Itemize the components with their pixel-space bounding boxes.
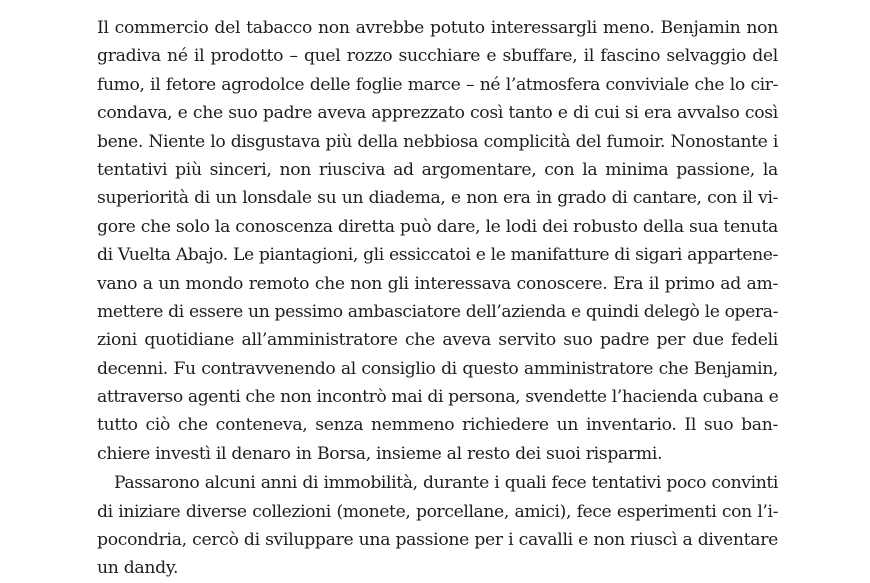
text-line: Il commercio del tabacco non avrebbe potuto interessargli meno. Benjamin non xyxy=(97,18,778,38)
text-line: pocondria, cercò di sviluppare una passione per i cavalli e non riuscì a diventare xyxy=(97,530,778,551)
text-line: zioni quotidiane all’amministratore che aveva servito suo padre per due fedeli xyxy=(97,330,778,351)
book-page xyxy=(97,14,778,583)
paragraph-1 xyxy=(97,14,778,468)
text-line: decenni. Fu contravvenendo al consiglio di questo amministratore che Benjamin, xyxy=(97,358,778,379)
text-line: un dandy. xyxy=(97,558,179,579)
text-line: di iniziare diverse collezioni (monete, porcellane, amici), fece esperimenti con l’i- xyxy=(97,501,778,522)
text-line: superiorità di un lonsdale su un diadema, e non era in grado di cantare, con il vi- xyxy=(97,188,778,209)
text-line: di Vuelta Abajo. Le piantagioni, gli essiccatoi e le manifatture di sigari appartene- xyxy=(97,245,778,266)
text-line: Passarono alcuni anni di immobilità, durante i quali fece tentativi poco convinti xyxy=(114,473,778,494)
text-line: vano a un mondo remoto che non gli interessava conoscere. Era il primo ad am- xyxy=(97,273,778,294)
text-line: gore che solo la conoscenza diretta può dare, le lodi dei robusto della sua tenuta xyxy=(97,216,778,237)
text-line: fumo, il fetore agrodolce delle foglie marce – né l’atmosfera conviviale che lo cir- xyxy=(97,74,778,95)
text-line: gradiva né il prodotto – quel rozzo succhiare e sbuffare, il fascino selvaggio del xyxy=(97,46,778,67)
text-line: tutto ciò che conteneva, senza nemmeno richiedere un inventario. Il suo ban- xyxy=(97,415,778,436)
text-line: chiere investì il denaro in Borsa, insieme al resto dei suoi risparmi. xyxy=(97,443,663,464)
paragraph-2 xyxy=(97,469,778,583)
text-line: mettere di essere un pessimo ambasciatore dell’azienda e quindi delegò le opera- xyxy=(97,301,778,322)
text-line: attraverso agenti che non incontrò mai di persona, svendette l’hacienda cubana e xyxy=(97,387,779,408)
text-line: condava, e che suo padre aveva apprezzato così tanto e di cui si era avvalso così xyxy=(97,103,778,124)
text-line: bene. Niente lo disgustava più della nebbiosa complicità del fumoir. Nonostante i xyxy=(97,131,778,152)
text-line: tentativi più sinceri, non riusciva ad argomentare, con la minima passione, la xyxy=(97,159,778,180)
